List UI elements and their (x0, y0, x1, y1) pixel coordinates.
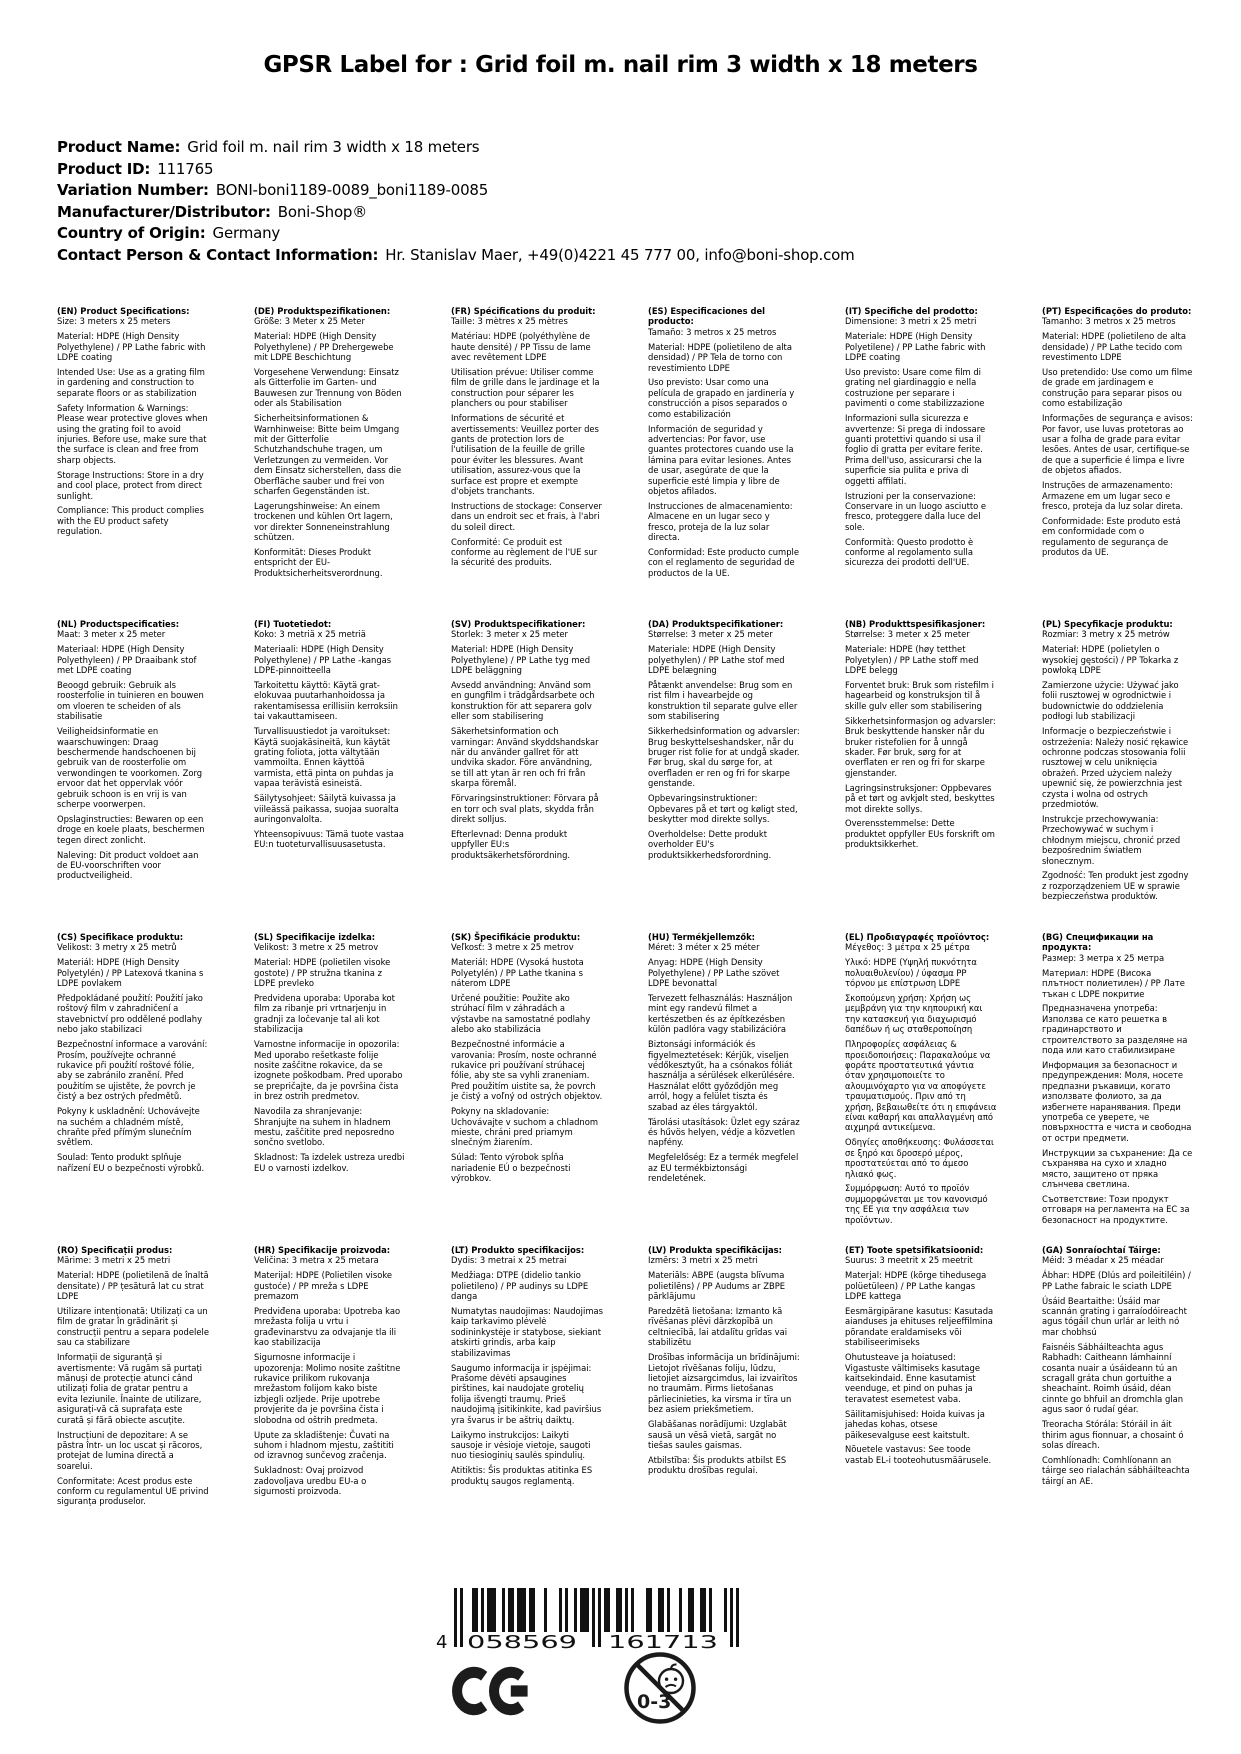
lang-paragraph: Veličina: 3 metra x 25 metara (254, 1255, 379, 1266)
lang-block-es (648, 306, 800, 619)
barcode-bar (487, 1588, 490, 1632)
lang-paragraph: Overholdelse: Dette produkt overholder EU's produktsikkerhedsforordning. (648, 828, 772, 860)
lang-heading: (EL) Προδιαγραφές προϊόντος: (845, 932, 990, 942)
lang-paragraph: Uso pretendido: Use como um filme de grade em jardinagem e construção para separar pisos ou como estabilização (1042, 367, 1193, 409)
lang-paragraph: Megfelelőség: Ez a termék megfelel az EU termékbiztonsági rendeletének. (648, 1152, 799, 1184)
lang-paragraph: Größe: 3 Meter x 25 Meter (254, 316, 365, 327)
lang-paragraph: Instructions de stockage: Conserver dans un endroit sec et frais, à l'abri du soleil direct. (451, 500, 602, 532)
lang-paragraph: Určené použitie: Použite ako strúhací film v záhradách a výstavbe na samostatné podlahy alebo ako stabilizácia (451, 993, 591, 1035)
lang-block-en (57, 306, 209, 619)
lang-block-fi (254, 619, 406, 932)
lang-paragraph: Material: HDPE (polietileno de alta densidad) / PP Tela de torno con revestimiento LDPE (648, 341, 792, 373)
product-info-line (57, 202, 855, 224)
lang-paragraph: Drošības informācija un brīdinājumi: Lietojot rīvēšanas foliju, lūdzu, lietojiet aizsargcimdus, lai izvairītos no traumām. Pirms lietošanas pārliecinieties, ka virsma ir tīra un bez asiem priekšmetiem. (648, 1352, 800, 1415)
lang-paragraph: Comhlíonadh: Comhlíonann an táirge seo rialachán sábháilteachta táirgí an AE. (1042, 1454, 1190, 1486)
lang-paragraph: Materiāls: ABPE (augsta blīvuma polietilēns) / PP Audums ar ZBPE pārklājumu (648, 1270, 786, 1302)
lang-paragraph: Tárolási utasítások: Üzlet egy száraz és hűvös helyen, védje a közvetlen napfény. (648, 1116, 800, 1148)
lang-paragraph: Sikkerhedsinformation og advarsler: Brug beskyttelseshandsker, når du bruger rist folie for at undgå skader. Før brug, skal du sørge for, at overfladen er ren og fri for skarpe genstande. (648, 726, 800, 789)
lang-paragraph: Eesmärgipärane kasutus: Kasutada aianduses ja ehituses reljeeffilmina põrandate eraldamiseks või stabiliseerimiseks (845, 1306, 994, 1348)
lang-heading: (NB) Produkttspesifikasjoner: (845, 619, 986, 629)
barcode-bar (508, 1588, 511, 1632)
barcode-bar (730, 1588, 733, 1647)
barcode-bar (604, 1588, 607, 1632)
lang-paragraph: Vorgesehene Verwendung: Einsatz als Gitterfolie im Garten- und Bauwesen zur Trennung von Böden oder als Stabilisation (254, 367, 402, 409)
lang-paragraph: Upute za skladištenje: Čuvati na suhom i hladnom mjestu, zaštititi od izravnog sunčevog zračenja. (254, 1429, 394, 1461)
lang-block-ro (57, 1245, 209, 1558)
product-info-label: Manufacturer/Distributor: (57, 202, 271, 221)
product-info-label: Product Name: (57, 138, 181, 156)
product-info-line (57, 223, 855, 245)
lang-paragraph: Bezpečnostné informácie a varovania: Prosím, noste ochranné rukavice pri používaní strúhacej fólie, aby ste sa vyhli zraneniam. Pred použitím uistite sa, že povrch je čistý a voľný od ostrých objektov. (451, 1039, 603, 1102)
lang-paragraph: Úsáid Beartaithe: Úsáid mar scannán grating i garraíodóireacht agus tógáil chun urlár ar leith nó mar chobhsú (1042, 1295, 1187, 1337)
barcode (428, 1588, 743, 1654)
barcode-bar (598, 1588, 601, 1647)
lang-paragraph: Méid: 3 méadar x 25 méadar (1042, 1255, 1164, 1266)
barcode-bar (502, 1588, 505, 1632)
barcode-bar (493, 1588, 496, 1632)
lang-paragraph: Avsedd användning: Använd som en gungfilm i trädgårdsarbete och konstruktion för att separera golv eller som stabilisering (451, 680, 595, 722)
lang-heading: (DA) Produktspecifikationer: (648, 619, 784, 629)
lang-paragraph: Taille: 3 mètres x 25 mètres (451, 316, 568, 327)
lang-block-sl (254, 932, 406, 1245)
lang-paragraph: Atitiktis: Šis produktas atitinka ES produktų saugos reglamentą. (451, 1465, 593, 1486)
lang-paragraph: Συμμόρφωση: Αυτό το προϊόν συμμορφώνεται με τον κανονισμό της ΕΕ για την ασφάλεια των προϊόντων. (845, 1183, 988, 1225)
lang-heading: (HU) Termékjellemzők: (648, 932, 756, 942)
lang-paragraph: Konformität: Dieses Produkt entspricht der EU-Produktsicherheitsverordnung. (254, 547, 383, 578)
product-info-value: Boni-Shop® (277, 202, 368, 221)
lang-paragraph: Zamierzone użycie: Używać jako folii rusztowej w ogrodnictwie i budownictwie do oddzielenia podłogi lub stabilizacji (1042, 680, 1179, 722)
lang-paragraph: Conformité: Ce produit est conforme au règlement de l'UE sur la sécurité des produits. (451, 536, 598, 568)
lang-block-fr (451, 306, 603, 619)
lang-block-el (845, 932, 997, 1245)
lang-block-da (648, 619, 800, 932)
barcode-bar (490, 1588, 493, 1632)
lang-paragraph: Conformidade: Este produto está em conformidade com o regulamento de segurança de produtos da UE. (1042, 515, 1181, 558)
barcode-bar (679, 1588, 682, 1632)
lang-block-nl (57, 619, 209, 932)
lang-paragraph: Suurus: 3 meetrit x 25 meetrit (845, 1255, 973, 1266)
lang-paragraph: Tamanho: 3 metros x 25 metros (1042, 316, 1176, 327)
barcode-bar (544, 1588, 547, 1632)
lang-heading: (GA) Sonraíochtaí Táirge: (1042, 1245, 1161, 1255)
lang-paragraph: Conformidad: Este producto cumple con el reglamento de seguridad de productos de la UE. (648, 547, 799, 578)
lang-heading: (LV) Produkta specifikācijas: (648, 1245, 782, 1255)
barcode-bar (532, 1588, 535, 1632)
lang-paragraph: Sukladnost: Ovaj proizvod zadovoljava uredbu EU-a o sigurnosti proizvoda. (254, 1465, 367, 1497)
lang-paragraph: Tervezett felhasználás: Használjon mint egy randevú filmet a kertészetben és az építkezésben külön padlóra vagy stabilizációra (648, 993, 793, 1035)
barcode-bar (691, 1588, 694, 1632)
lang-paragraph: Compliance: This product complies with the EU product safety regulation. (57, 505, 204, 537)
lang-block-et (845, 1245, 997, 1558)
lang-paragraph: Laikymo instrukcijos: Laikyti sausoje ir vėsioje vietoje, saugoti nuo tiesioginių saulės spindulių. (451, 1429, 591, 1461)
lang-block-hu (648, 932, 800, 1245)
lang-paragraph: Súlad: Tento výrobok spĺňa nariadenie EÚ o bezpečnosti výrobkov. (451, 1152, 571, 1184)
barcode-digit-first: 4 (436, 1632, 448, 1650)
age-warning-label: 0-3 (637, 1691, 672, 1713)
lang-paragraph: Instrucțiuni de depozitare: A se păstra într- un loc uscat și răcoros, protejat de lumina directă a soarelui. (57, 1429, 203, 1471)
lang-heading: (PL) Specyfikacje produktu: (1042, 619, 1173, 629)
lang-heading: (SK) Špecifikácie produktu: (451, 932, 581, 942)
lang-heading: (RO) Specificații produs: (57, 1245, 173, 1255)
lang-paragraph: Efterlevnad: Denna produkt uppfyller EU:s produktsäkerhetsförordning. (451, 828, 571, 860)
product-info-label: Contact Person & Contact Information: (57, 245, 379, 264)
age-warning-0-3 (622, 1650, 698, 1730)
barcode-bar (607, 1588, 610, 1632)
lang-paragraph: Rozmiar: 3 metry x 25 metrów (1042, 629, 1170, 640)
lang-paragraph: Material: HDPE (High Density Polyethylene) / PP Lathe fabric with LDPE coating (57, 331, 206, 363)
lang-paragraph: Pokyny k uskladnění: Uchovávejte na suchém a chladném místě, chraňte před přímým slunečním světlem. (57, 1106, 200, 1148)
lang-block-pl (1042, 619, 1194, 932)
lang-paragraph: Mărime: 3 metri x 25 metri (57, 1255, 171, 1266)
lang-paragraph: Yhteensopivuus: Tämä tuote vastaa EU:n tuoteturvallisuusasetusta. (254, 828, 404, 850)
lang-paragraph: Conformitate: Acest produs este conform cu regulamentul UE privind siguranța produselor. (57, 1475, 209, 1507)
lang-paragraph: Uso previsto: Usare come film di grating nel giardinaggio e nella costruzione per separare i pavimenti o come stabilizzazione (845, 367, 985, 409)
barcode-bar (475, 1588, 478, 1632)
lang-paragraph: Instrucciones de almacenamiento: Almacene en un lugar seco y fresco, proteja de la luz solar directa. (648, 500, 793, 543)
lang-paragraph: Intended Use: Use as a grating film in gardening and construction to separate floors or as stabilization (57, 367, 205, 398)
lang-block-sk (451, 932, 603, 1245)
lang-paragraph: Storlek: 3 meter x 25 meter (451, 629, 568, 640)
lang-paragraph: Materiál: HDPE (High Density Polyetylén) / PP Latexová tkanina s LDPE povlakem (57, 957, 204, 989)
lang-paragraph: Navodila za shranjevanje: Shranjujte na suhem in hladnem mestu, zaščitite pred neposredno sončno svetlobo. (254, 1106, 395, 1148)
lang-paragraph: Istruzioni per la conservazione: Conservare in un luogo asciutto e fresco, proteggere dalla luce del sole. (845, 490, 987, 532)
lang-paragraph: Naleving: Dit product voldoet aan de EU-voorschriften voor productveiligheid. (57, 849, 199, 881)
lang-paragraph: Matériau: HDPE (polyéthylène de haute densité) / PP Tissu de lame avec revêtement LDPE (451, 331, 591, 363)
product-info-label: Variation Number: (57, 181, 209, 199)
barcode-bar (574, 1588, 577, 1632)
lang-paragraph: Σκοπούμενη χρήση: Χρήση ως μεμβράνη για την κηπουρική και την κατασκευή για διαχωρισμό δαπέδων ή ως σταθεροποίηση (845, 993, 983, 1035)
lang-paragraph: Predviđena uporaba: Upotreba kao mrežasta folija u vrtu i građevinarstvu za odvajanje tla ili kao stabilizacija (254, 1306, 401, 1348)
lang-paragraph: Materiale: HDPE (High Density polyethylen) / PP Lathe stof med LDPE belægning (648, 644, 785, 676)
lang-paragraph: Lagerungshinweise: An einem trockenen und kühlen Ort lagern, vor direkter Sonneneinstrahlung schützen. (254, 500, 393, 543)
lang-heading: (EN) Product Specifications: (57, 306, 190, 316)
lang-paragraph: Dimensione: 3 metri x 25 metri (845, 316, 977, 327)
lang-block-lv (648, 1245, 800, 1558)
lang-block-lt (451, 1245, 603, 1558)
lang-paragraph: Tarkoitettu käyttö: Käytä grat-elokuvaa puutarhanhoidossa ja rakentamisessa erillisiin kerroksiin tai vakauttamiseen. (254, 680, 398, 722)
lang-paragraph: Sicherheitsinformationen & Warnhinweise: Bitte beim Umgang mit der Gitterfolie Schutzhandschuhe tragen, um Verletzungen zu vermeiden. Vor dem Einsatz sicherstellen, dass die Oberfläche sauber und frei von scharfen Gegenständen ist. (254, 413, 402, 496)
lang-paragraph: Material: HDPE (polietilenă de înaltă densitate) / PP țesătură lat cu strat LDPE (57, 1270, 209, 1302)
barcode-bar (700, 1588, 703, 1632)
lang-paragraph: Materiale: HDPE (High Density Polyetilene) / PP Lathe fabric with LDPE coating (845, 331, 986, 363)
barcode-bar (592, 1588, 595, 1647)
lang-paragraph: Informations de sécurité et avertissements: Veuillez porter des gants de protection lors de l'utilisation de la feuille de grille pour éviter les blessures. Avant utilisation, assurez-vous que la surface est propre et exempte d'objets tranchants. (451, 413, 599, 496)
lang-paragraph: Sikkerhetsinformasjon og advarsler: Bruk beskyttende hansker når du bruker ristefolien for å unngå skader. Før bruk, sørg for at overflaten er ren og fri for skarpe gjenstander. (845, 715, 996, 778)
lang-paragraph: Informații de siguranță și avertismente: Vă rugăm să purtați mănuși de protecție atunci când utilizați folia de gratar pentru a evita leziunile. Înainte de utilizare, asigurați-vă că suprafața este curată și fără obiecte ascuțite. (57, 1352, 202, 1425)
barcode-bar (529, 1588, 532, 1632)
lang-paragraph: Säilytysohjeet: Säilytä kuivassa ja viileässä paikassa, suojaa suoralta auringonvalolta. (254, 793, 399, 824)
barcode-bar (688, 1588, 691, 1632)
lang-heading: (ET) Toote spetsifikatsioonid: (845, 1245, 984, 1255)
lang-paragraph: Информация за безопасност и предупреждения: Моля, носете предпазни ръкавици, когато използвате фолиото, за да избегнете наранявания. Преди употреба се уверете, че повърхността е чиста и свободна от остри предмети. (1042, 1059, 1192, 1143)
product-info-value: Germany (212, 224, 281, 242)
lang-paragraph: Påtænkt anvendelse: Brug som en rist film i havearbejde og konstruktion til separate gulve eller som stabilisering (648, 680, 798, 722)
lang-paragraph: Soulad: Tento produkt splňuje nařízení EU o bezpečnosti výrobků. (57, 1152, 205, 1173)
lang-block-hr (254, 1245, 406, 1558)
barcode-bar (649, 1588, 652, 1632)
product-info-line (57, 137, 855, 159)
product-info-line (57, 159, 855, 181)
lang-paragraph: Nõuetele vastavus: See toode vastab EL-i tooteohutusmäärusele. (845, 1444, 992, 1465)
lang-paragraph: Varnostne informacije in opozorila: Med uporabo rešetkaste folije nosite zaščitne rokavice, da se izognete poškodbam. Pred uporabo se prepričajte, da je površina čista in brez ostrih predmetov. (254, 1039, 403, 1102)
lang-paragraph: Size: 3 meters x 25 meters (57, 316, 171, 327)
product-info-value: Grid foil m. nail rim 3 width x 18 meters (187, 138, 480, 156)
lang-heading: (SL) Specifikacije izdelka: (254, 932, 376, 942)
barcode-bar (520, 1588, 523, 1632)
lang-heading: (FR) Spécifications du produit: (451, 306, 596, 316)
barcode-bar (517, 1588, 520, 1632)
product-info-line (57, 245, 855, 267)
lang-paragraph: Veľkosť: 3 metre x 25 metrov (451, 942, 574, 953)
lang-heading: (NL) Productspecificaties: (57, 619, 180, 629)
lang-paragraph: Material: HDPE (High Density Polyethylene) / PP Drehergewebe mit LDPE Beschichtung (254, 331, 394, 363)
barcode-bar (661, 1588, 664, 1632)
lang-paragraph: Säilitamisjuhised: Hoida kuivas ja jahedas kohas, otsese päikesevalguse eest kaitstult. (845, 1408, 985, 1440)
lang-paragraph: Pokyny na skladovanie: Uchovávajte v suchom a chladnom mieste, chráni pred priamym slnečným žiarením. (451, 1106, 598, 1148)
product-info-value: Hr. Stanislav Maer, +49(0)4221 45 777 00, info@boni-shop.com (385, 245, 855, 264)
barcode-bar (565, 1588, 568, 1632)
product-info (57, 137, 855, 266)
lang-paragraph: Informazioni sulla sicurezza e avvertenze: Si prega di indossare guanti protettivi quando si usa il foglio di gratta per evitare ferite. Prima dell'uso, assicurarsi che la superficie sia pulita e priva di oggetti affilati. (845, 413, 986, 486)
lang-paragraph: Faisnéis Sábháilteachta agus Rabhadh: Caitheann lámhainní cosanta nuair a úsáideann tú an scragall gráta chun gortuithe a sheachaint. Roimh úsáid, déan cinnte go bhfuil an dromchla glan agus saor ó rudaí géar. (1042, 1341, 1184, 1415)
lang-paragraph: Materijal: HDPE (Polietilen visoke gustoće) / PP mreža s LDPE premazom (254, 1270, 393, 1302)
barcode-bar (703, 1588, 706, 1632)
lang-paragraph: Forventet bruk: Bruk som ristefilm i hagearbeid og konstruksjon til å skille gulv eller som stabilisering (845, 680, 994, 711)
barcode-bar (667, 1588, 670, 1632)
lang-paragraph: Treoracha Stórála: Stóráil in áit thirim agus fionnuar, a chosaint ó solas díreach. (1042, 1419, 1184, 1450)
lang-paragraph: Overensstemmelse: Dette produktet oppfyller EUs forskrift om produktsikkerhet. (845, 818, 995, 850)
lang-paragraph: Skladnost: Ta izdelek ustreza uredbi EU o varnosti izdelkov. (254, 1152, 405, 1173)
barcode-bar (616, 1588, 619, 1632)
barcode-digits-right: 161713 (608, 1632, 718, 1650)
barcode-bar (559, 1588, 562, 1632)
language-grid (57, 306, 1194, 1558)
lang-paragraph: Uso previsto: Usar como una película de grapado en jardinería y construcción a pisos separados o como estabilización (648, 377, 795, 419)
lang-paragraph: Biztonsági információk és figyelmeztetések: Kérjük, viseljen védőkesztyűt, ha a csónakos fóliát használja a sérülések elkerülésére. Használat előtt győződjön meg arról, hogy a felület tiszta és szabad az éles tárgyaktól. (648, 1039, 795, 1112)
lang-paragraph: Materiaal: HDPE (High Density Polyethyleen) / PP Draaibank stof met LDPE coating (57, 644, 197, 676)
lang-paragraph: Utilisation prévue: Utiliser comme film de grille dans le jardinage et la construction pour séparer les planchers ou pour stabiliser (451, 367, 600, 409)
barcode-bar (460, 1588, 463, 1647)
product-info-label: Product ID: (57, 159, 151, 178)
lang-paragraph: Οδηγίες αποθήκευσης: Φυλάσσεται σε ξηρό και δροσερό μέρος, προστατεύεται από το άμεσο ηλιακό φως. (845, 1137, 994, 1179)
lang-paragraph: Safety Information & Warnings: Please wear protective gloves when using the grating foil to avoid injuries. Before use, make sure that the surface is clean and free from sharp objects. (57, 402, 208, 465)
lang-paragraph: Lagringsinstruksjoner: Oppbevares på et tørt og avkjølt sted, beskyttes mot direkte sollys. (845, 782, 995, 814)
lang-paragraph: Veiligheidsinformatie en waarschuwingen: Draag beschermende handschoenen bij gebruik van de roosterfolie om verwondingen te voorkomen. Zorg ervoor dat het oppervlak vóór gebruik schoon is en vrij is van scherpe voorwerpen. (57, 726, 203, 809)
lang-heading: (DE) Produktspezifikationen: (254, 306, 391, 316)
lang-paragraph: Storage Instructions: Store in a dry and cool place, protect from direct sunlight. (57, 469, 204, 501)
barcode-icon (428, 1588, 743, 1650)
lang-paragraph: Atbilstība: Šis produkts atbilst ES produktu drošības regulai. (648, 1454, 787, 1476)
lang-paragraph: Velikost: 3 metry x 25 metrů (57, 942, 177, 953)
lang-paragraph: Предназначена употреба: Използва се като решетка в градинарството и строителството за разделяне на пода или като стабилизиране (1042, 1003, 1188, 1056)
product-info-label: Country of Origin: (57, 224, 206, 242)
lang-paragraph: Ábhar: HDPE (Dlús ard poileitiléin) / PP Lathe fabraic le sciath LDPE (1042, 1270, 1191, 1291)
lang-paragraph: Materiál: HDPE (Vysoká hustota Polyetylén) / PP Lathe tkanina s náterom LDPE (451, 957, 584, 989)
lang-paragraph: Materjal: HDPE (kõrge tihedusega polüetüleen) / PP Lathe kangas LDPE kattega (845, 1270, 987, 1302)
barcode-bar (511, 1588, 514, 1632)
lang-paragraph: Материал: HDPE (Висока плътност полиетилен) / PP Лате тъкан с LDPE покритие (1042, 967, 1185, 999)
lang-paragraph: Koko: 3 metriä x 25 metriä (254, 629, 366, 640)
lang-paragraph: Размер: 3 метра x 25 метра (1042, 952, 1165, 963)
lang-paragraph: Material: HDPE (polietilen visoke gostote) / PP stružna tkanina z LDPE prevleko (254, 957, 391, 989)
lang-paragraph: Dydis: 3 metrai x 25 metrai (451, 1255, 567, 1266)
lang-paragraph: Turvallisuustiedot ja varoitukset: Käytä suojakäsineitä, kun käytät grating foliota, jotta vältytään vammoilta. Ennen käyttöä varmista, että pinta on puhdas ja vapaa terävistä esineistä. (254, 726, 394, 789)
lang-paragraph: Material: HDPE (polietileno de alta densidade) / PP Lathe tecido com revestimento LDPE (1042, 331, 1186, 363)
lang-block-ga (1042, 1245, 1194, 1558)
lang-paragraph: Méret: 3 méter x 25 méter (648, 942, 760, 953)
lang-heading: (PT) Especificações do produto: (1042, 306, 1192, 316)
lang-heading: (CS) Specifikace produktu: (57, 932, 184, 942)
lang-heading: (HR) Specifikacije proizvoda: (254, 1245, 391, 1255)
barcode-bar (631, 1588, 634, 1632)
lang-block-de (254, 306, 406, 619)
page-title: GPSR Label for : Grid foil m. nail rim 3 width x 18 meters (263, 52, 978, 78)
lang-heading: (BG) Спецификации на продукта: (1042, 932, 1154, 953)
lang-heading: (ES) Especificaciones del producto: (648, 306, 766, 327)
barcode-bar (646, 1588, 649, 1632)
lang-paragraph: Materiale: HDPE (høy tetthet Polyetylen) / PP Lathe stoff med LDPE belegg (845, 644, 979, 676)
lang-paragraph: Opslaginstructies: Bewaren op een droge en koele plaats, beschermen tegen direct zonlicht. (57, 813, 205, 845)
lang-block-nb (845, 619, 997, 932)
lang-paragraph: Beoogd gebruik: Gebruik als roosterfolie in tuinieren en bouwen om vloeren te scheiden of als stabilisatie (57, 680, 204, 722)
barcode-bar (709, 1588, 712, 1632)
lang-paragraph: Saugumo informacija ir įspėjimai: Prašome dėvėti apsaugines pirštines, kai naudojate grotelių folija išvengti traumų. Prieš naudojimą įsitikinkite, kad paviršius yra švarus ir be aštrių daiktų. (451, 1362, 602, 1425)
lang-paragraph: Förvaringsinstruktioner: Förvara på en torr och sval plats, skydda från direkt solljus. (451, 793, 599, 824)
lang-paragraph: Glabāšanas norādījumi: Uzglabāt sausā un vēsā vietā, sargāt no tiešas saules gaismas. (648, 1419, 787, 1450)
lang-paragraph: Predvidena uporaba: Uporaba kot film za ribanje pri vrtnarjenju in gradnji za ločevanje tal ali kot stabilizacija (254, 993, 395, 1035)
barcode-bar (736, 1588, 739, 1647)
barcode-bar (583, 1588, 586, 1632)
ce-mark (452, 1663, 536, 1723)
lang-paragraph: Størrelse: 3 meter x 25 meter (648, 629, 773, 640)
barcode-bar (472, 1588, 475, 1632)
barcode-bar (619, 1588, 622, 1632)
product-info-line (57, 180, 855, 202)
barcode-bar (586, 1588, 589, 1632)
lang-heading: (SV) Produktspecifikationer: (451, 619, 586, 629)
barcode-bar (454, 1588, 457, 1647)
lang-block-it (845, 306, 997, 619)
lang-paragraph: Utilizare intenționată: Utilizați ca un film de gratar în grădinărit și construcții pentru a separa podelele sau ca stabilizare (57, 1306, 209, 1348)
lang-paragraph: Størrelse: 3 meter x 25 meter (845, 629, 970, 640)
lang-paragraph: Numatytas naudojimas: Naudojimas kaip tarkavimo plėvelė sodininkystėje ir statybose, siekiant atskirti grindis, arba kaip stabilizavimas (451, 1306, 603, 1358)
lang-paragraph: Materiał: HDPE (polietylen o wysokiej gęstości) / PP Tokarka z powłoką LDPE (1042, 644, 1179, 676)
lang-paragraph: Información de seguridad y advertencias: Por favor, use guantes protectores cuando use la lámina para evitar lesiones. Antes de usar, asegúrate de que la superficie esté limpia y libre de objetos afilados. (648, 423, 794, 496)
lang-paragraph: Ohutusteave ja hoiatused: Vigastuste vältimiseks kasutage kaitsekindaid. Enne kasutamist veenduge, et pind on puhas ja teravatest esemetest vaba. (845, 1352, 981, 1404)
lang-paragraph: Conformità: Questo prodotto è conforme al regolamento sulla sicurezza dei prodotti dell'UE. (845, 536, 974, 568)
lang-heading: (FI) Tuotetiedot: (254, 619, 332, 629)
lang-paragraph: Instruções de armazenamento: Armazene em um lugar seco e fresco, proteja da luz solar direta. (1042, 480, 1184, 511)
lang-heading: (IT) Specifiche del prodotto: (845, 306, 978, 316)
age-warning-icon (622, 1650, 698, 1726)
lang-heading: (LT) Produkto specifikacijos: (451, 1245, 585, 1255)
lang-paragraph: Opbevaringsinstruktioner: Opbevares på et tørt og køligt sted, beskytter mod direkte sollys. (648, 793, 798, 824)
lang-paragraph: Инструкции за съхранение: Да се съхранява на сухо и хладно място, защитено от пряка слънчева светлина. (1042, 1147, 1193, 1189)
lang-paragraph: Съответствие: Този продукт отговаря на регламента на ЕС за безопасност на продуктите. (1042, 1193, 1190, 1225)
lang-paragraph: Informações de segurança e avisos: Por favor, use luvas protetoras ao usar a folha de grade para evitar lesões. Antes de usar, certifique-se de que a superficie é limpa e livre de objetos afiados. (1042, 413, 1193, 476)
barcode-bar (523, 1588, 526, 1632)
lang-paragraph: Μέγεθος: 3 μέτρα x 25 μέτρα (845, 942, 970, 953)
ce-mark-icon (452, 1663, 536, 1719)
lang-paragraph: Předpokládané použití: Použití jako roštový film v zahradničení a stavebnictví pro oddělené podlahy nebo jako stabilizaci (57, 993, 203, 1035)
lang-paragraph: Maat: 3 meter x 25 meter (57, 629, 166, 640)
lang-paragraph: Υλικό: HDPE (Υψηλή πυκνότητα πολυαιθυλενίου) / ύφασμα PP τόρνου με επίστρωση LDPE (845, 957, 977, 989)
product-info-value: BONI-boni1189-0089_boni1189-0085 (215, 181, 489, 199)
barcode-digits-left: 058569 (467, 1632, 577, 1650)
barcode-bar (658, 1588, 661, 1632)
lang-paragraph: Paredzētā lietošana: Izmanto kā rīvēšanas plēvi dārzkopībā un celtniecībā, lai atdalītu grīdas vai stabilizētu (648, 1306, 788, 1348)
lang-paragraph: Materiaali: HDPE (High Density Polyethylene) / PP Lathe -kangas LDPE-pinnoitteella (254, 644, 392, 676)
product-info-value: 111765 (157, 159, 214, 178)
barcode-bar (625, 1588, 628, 1632)
lang-paragraph: Tamaño: 3 metros x 25 metros (648, 326, 777, 337)
lang-block-sv (451, 619, 603, 932)
barcode-bar (580, 1588, 583, 1632)
lang-paragraph: Πληροφορίες ασφάλειας & προειδοποιήσεις: Παρακαλούμε να φοράτε προστατευτικά γάντια όταν χρησιμοποιείτε το αλουμινόχαρτο για να αποφύγετε τραυματισμούς. Πριν από τη χρήση, βεβαιωθείτε ότι η επιφάνεια είναι καθαρή και απαλλαγμένη από αιχμηρά αντικείμενα. (845, 1039, 997, 1133)
lang-block-cs (57, 932, 209, 1245)
lang-paragraph: Zgodność: Ten produkt jest zgodny z rozporządzeniem UE w sprawie bezpieczeństwa produktów. (1042, 870, 1189, 902)
lang-paragraph: Medžiaga: DTPE (didelio tankio polietileno) / PP audinys su LDPE danga (451, 1270, 589, 1302)
lang-paragraph: Instrukcje przechowywania: Przechowywać w suchym i chłodnym miejscu, chronić przed bezpośrednim światłem słonecznym. (1042, 813, 1181, 866)
barcode-bar (481, 1588, 484, 1632)
lang-paragraph: Informacje o bezpieczeństwie i ostrzeżenia: Należy nosić rękawice ochronne podczas stosowania folii rusztowej w celu uniknięcia obrażeń. Przed użyciem należy upewnić się, że powierzchnia jest czysta i wolna od ostrych przedmiotów. (1042, 726, 1189, 809)
lang-paragraph: Izmērs: 3 metri x 25 metri (648, 1255, 758, 1266)
lang-paragraph: Sigurnosne informacije i upozorenja: Molimo nosite zaštitne rukavice prilikom rukovanja mrežastom folijom kako biste izbjegli ozljede. Prije upotrebe provjerite da je površina čista i slobodna od oštrih predmeta. (254, 1352, 401, 1425)
barcode-bar (724, 1588, 727, 1632)
lang-paragraph: Anyag: HDPE (High Density Polyethylene) / PP Lathe szövet LDPE bevonattal (648, 957, 780, 989)
lang-paragraph: Velikost: 3 metre x 25 metrov (254, 942, 379, 953)
lang-block-bg (1042, 932, 1194, 1245)
lang-paragraph: Bezpečnostní informace a varování: Prosím, používejte ochranné rukavice při použití roštové fólie, aby se zabránilo zranění. Před použitím se ujistěte, že povrch je čistý a bez ostrých předmětů. (57, 1039, 208, 1102)
lang-block-pt (1042, 306, 1194, 619)
lang-paragraph: Material: HDPE (High Density Polyethylene) / PP Lathe tyg med LDPE beläggning (451, 644, 591, 676)
lang-paragraph: Säkerhetsinformation och varningar: Använd skyddshandskar när du använder gallret för att undvika skador. Före användning, se till att ytan är ren och fri från skarpa föremål. (451, 726, 599, 789)
